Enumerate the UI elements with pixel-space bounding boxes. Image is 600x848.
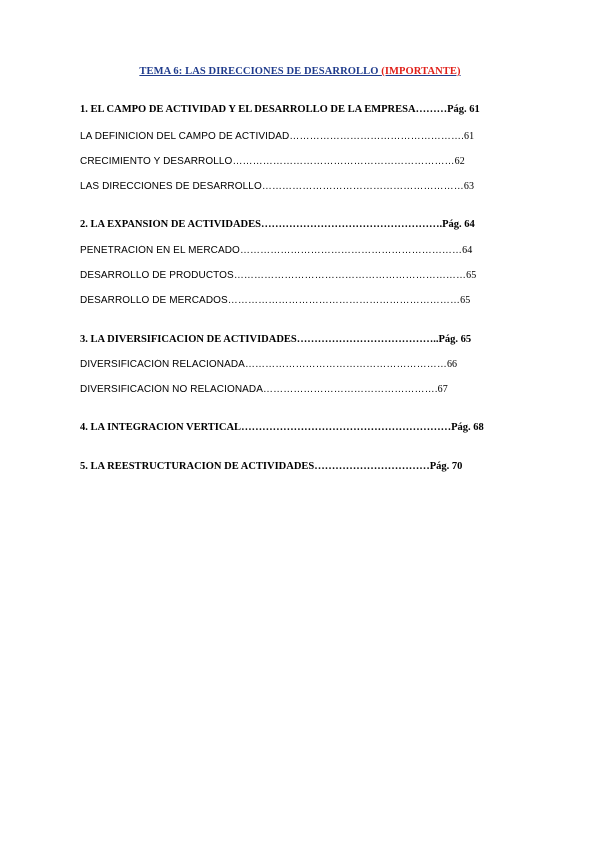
toc-page-number: 67 bbox=[437, 384, 448, 395]
toc-item-direcciones[interactable] bbox=[80, 181, 600, 192]
toc-page-number: 61 bbox=[463, 131, 475, 142]
toc-item-crecimiento[interactable] bbox=[80, 156, 600, 167]
toc-leader-dots: ………………………………….. bbox=[296, 334, 439, 345]
toc-leader-dots: ……… bbox=[415, 104, 448, 115]
toc-entry-text: DIVERSIFICACIÓN NO RELACIONADA bbox=[80, 384, 264, 395]
toc-item-div-no-relacionada[interactable] bbox=[80, 384, 600, 395]
toc-leader-dots: ………………………………………………………… bbox=[232, 156, 455, 167]
toc-leader-dots: ……………………………………………. bbox=[263, 384, 438, 395]
toc-entry-text: 2. LA EXPANSIÓN DE ACTIVIDADES bbox=[80, 219, 261, 230]
toc-entry-text: 1. EL CAMPO DE ACTIVIDAD Y EL DESARROLLO DE LA EMPRESA bbox=[80, 104, 416, 115]
toc-leader-dots: ……………………………………………. bbox=[260, 219, 443, 230]
toc-entry-text: PENETRACIÓN EN EL MERCADO bbox=[80, 245, 240, 256]
toc-page-number: 62 bbox=[454, 156, 465, 167]
toc-page-number: 64 bbox=[462, 245, 473, 256]
toc-item-mercados[interactable] bbox=[80, 295, 600, 306]
toc-entry-text: 4. LA INTEGRACIÓN VERTICAL bbox=[80, 422, 242, 433]
toc-entry-text: LAS DIRECCIONES DE DESARROLLO bbox=[80, 181, 262, 192]
toc-section-4[interactable] bbox=[80, 422, 600, 433]
toc-page-number: 66 bbox=[446, 359, 458, 370]
toc-entry-text: DESARROLLO DE MERCADOS bbox=[80, 295, 228, 306]
toc-page-number: Pág. 70 bbox=[429, 461, 463, 472]
toc-leader-dots: …………………………………………………… bbox=[244, 359, 447, 370]
toc-entry-text: 5. LA REESTRUCTURACIÓN DE ACTIVIDADES bbox=[80, 461, 315, 472]
toc-leader-dots: …………………………… bbox=[314, 461, 430, 472]
title-main: TEMA 6: LAS DIRECCIONES DE DESARROLLO bbox=[139, 66, 382, 77]
toc-entry-text: DIVERSIFICACIÓN RELACIONADA bbox=[80, 359, 245, 370]
toc-leader-dots: …………………………………………………………… bbox=[227, 295, 461, 306]
toc-section-5[interactable] bbox=[80, 461, 600, 472]
toc-page-number: 63 bbox=[463, 181, 475, 192]
toc-leader-dots: ……………………………………………. bbox=[289, 131, 464, 142]
toc-entry-text: 3. LA DIVERSIFICACIÓN DE ACTIVIDADES bbox=[80, 334, 297, 345]
toc-leader-dots: …………………………………………………………… bbox=[233, 270, 467, 281]
toc-item-productos[interactable] bbox=[80, 270, 600, 281]
toc-section-2[interactable] bbox=[80, 219, 600, 230]
toc-entry-text: DESARROLLO DE PRODUCTOS bbox=[80, 270, 234, 281]
toc-item-div-relacionada[interactable] bbox=[80, 359, 600, 370]
toc-item-penetracion[interactable] bbox=[80, 245, 600, 256]
toc-page-number: Pág. 65 bbox=[438, 334, 472, 345]
toc-leader-dots: ………………………………………………………… bbox=[239, 245, 463, 256]
toc-entry-text: LA DEFINICIÓN DEL CAMPO DE ACTIVIDAD bbox=[80, 131, 290, 142]
toc-page-number: 65 bbox=[460, 295, 471, 306]
toc-section-3[interactable] bbox=[80, 334, 600, 345]
toc-entry-text: CRECIMIENTO Y DESARROLLO bbox=[80, 156, 233, 167]
title-important-tag: (IMPORTANTE) bbox=[381, 66, 461, 77]
toc-page-number: Pág. 64 bbox=[442, 219, 475, 230]
page-title bbox=[0, 66, 600, 77]
toc-page-number: 65 bbox=[466, 270, 477, 281]
toc-item-definicion[interactable] bbox=[80, 131, 600, 142]
toc-page-number: Pág. 61 bbox=[447, 104, 480, 115]
toc-leader-dots: …………………………………………………… bbox=[241, 422, 452, 433]
toc-page-number: Pág. 68 bbox=[451, 422, 484, 433]
toc-leader-dots: …………………………………………………… bbox=[261, 181, 464, 192]
toc-section-1[interactable] bbox=[80, 104, 600, 115]
